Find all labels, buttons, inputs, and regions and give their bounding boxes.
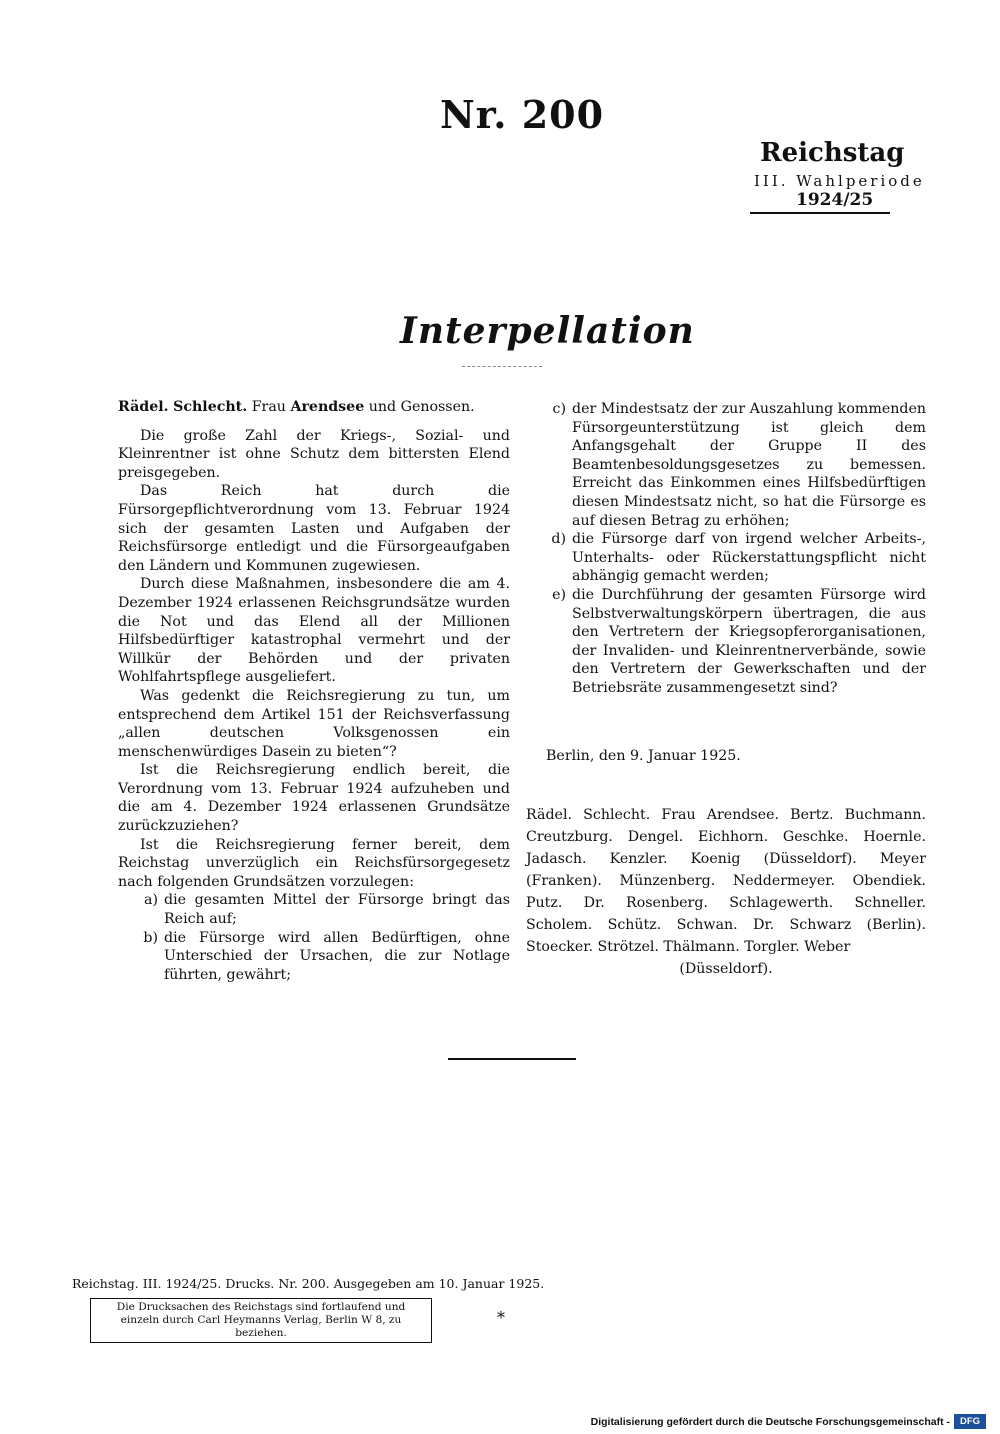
paragraph: Ist die Reichsregierung endlich bereit, die Verordnung vom 13. Februar 1924 aufzuheben und die am 4. Dezember 1924 erlassenen Grundsätze zurückzuziehen?: [118, 762, 510, 835]
item-text: die Fürsorge wird allen Bedürftigen, ohne Unterschied der Ursachen, die zur Notlage führten, gewährt;: [164, 929, 510, 983]
item-label: a): [144, 892, 158, 909]
item-label: b): [143, 929, 158, 946]
signatories: [526, 804, 926, 980]
period-years: 1924/25: [796, 190, 874, 210]
list-item: [538, 586, 926, 698]
dfg-logo: DFG: [954, 1414, 986, 1429]
footer-distribution-note: Die Drucksachen des Reichstags sind fortlaufend und einzeln durch Carl Heymanns Verlag, Berlin W 8, zu beziehen.: [90, 1298, 432, 1343]
heading-divider: [462, 366, 542, 367]
paragraph: Das Reich hat durch die Fürsorgepflichtverordnung vom 13. Februar 1924 sich der gesamten Lasten und Aufgaben der Reichsfürsorge entledigt und die Fürsorgeaufgaben den Ländern und Kommunen zugewiesen.: [118, 483, 510, 574]
signers-last: (Düsseldorf).: [679, 961, 773, 977]
item-label: d): [551, 531, 566, 548]
item-text: die Fürsorge darf von irgend welcher Arbeits-, Unterhalts- oder Rückerstattungspflicht nicht abhängig gemacht werden;: [572, 531, 926, 585]
digitization-credit: Digitalisierung gefördert durch die Deutsche Forschungsgemeinschaft -: [590, 1416, 950, 1428]
author-3-prefix: Frau: [251, 399, 286, 415]
author-3: Arendsee: [290, 399, 365, 415]
authors-line: [118, 398, 510, 417]
item-text: die gesamten Mittel der Fürsorge bringt das Reich auf;: [164, 892, 510, 928]
header-rule: [750, 212, 890, 214]
document-number: Nr. 200: [440, 92, 605, 137]
place-date: Berlin, den 9. Januar 1925.: [546, 748, 741, 764]
authors-tail: und Genossen.: [368, 399, 475, 415]
left-column: [118, 398, 510, 984]
end-rule: [448, 1058, 576, 1060]
list-item: [130, 929, 510, 985]
list-item: [538, 400, 926, 530]
item-label: e): [552, 586, 566, 603]
author-1: Rädel.: [118, 399, 169, 415]
paragraph: Was gedenkt die Reichsregierung zu tun, um entsprechend dem Artikel 151 der Reichsverfassung „allen deutschen Volksgenossen ein menschenwürdiges Dasein zu bieten“?: [118, 687, 510, 760]
author-2: Schlecht.: [173, 399, 248, 415]
electoral-period: III. Wahlperiode: [754, 172, 925, 190]
reichstag-label: Reichstag: [760, 138, 905, 168]
footer-imprint: Reichstag. III. 1924/25. Drucks. Nr. 200. Ausgegeben am 10. Januar 1925.: [72, 1276, 545, 1291]
item-label: c): [552, 401, 566, 417]
list-item: [538, 530, 926, 586]
signers-list: Rädel. Schlecht. Frau Arendsee. Bertz. Buchmann. Creutzburg. Dengel. Eichhorn. Geschke. Hoernle. Jadasch. Kenzler. Koenig (Düsseldorf). Meyer (Franken). Münzenberg. Neddermeyer. Obendiek. Putz. Dr. Rosenberg. Schlagewerth. Schneller. Scholem. Schütz. Schwan. Dr. Schwarz (Berlin). Stoecker. Strötzel. Thälmann. Torgler. Weber: [526, 807, 926, 955]
list-left: [130, 891, 510, 984]
list-item: [130, 891, 510, 928]
paragraph: Die große Zahl der Kriegs-, Sozial- und Kleinrentner ist ohne Schutz dem bittersten Elend preisgegeben.: [118, 427, 510, 481]
item-text: die Durchführung der gesamten Fürsorge wird Selbstverwaltungskörpern übertragen, die aus den Vertretern der Kriegsopferorganisationen, der Invaliden- und Kleinrentnerverbände, sowie den Vertretern der Gewerkschaften und der Betriebsräte zusammengesetzt sind?: [572, 586, 926, 696]
paragraph: Durch diese Maßnahmen, insbesondere die am 4. Dezember 1924 erlassenen Reichsgrundsätze wurden die Not und das Elend all der Millionen Hilfsbedürftiger katastrophal vermehrt und der Willkür der Behörden und der privaten Wohlfahrtspflege ausgeliefert.: [118, 576, 510, 686]
paragraph: Ist die Reichsregierung ferner bereit, dem Reichstag unverzüglich ein Reichsfürsorgegesetz nach folgenden Grundsätzen vorzulegen:: [118, 836, 510, 890]
star-mark: *: [497, 1308, 505, 1327]
right-column: [538, 400, 926, 698]
item-text: der Mindestsatz der zur Auszahlung kommenden Fürsorgeunterstützung ist gleich dem Anfangsgehalt der Gruppe II des Beamtenbesoldungsgesetzes zu bemessen. Erreicht das Einkommen eines Hilfsbedürftigen diesen Mindestsatz nicht, so hat die Fürsorge es auf diesen Betrag zu erhöhen;: [572, 401, 926, 529]
document-heading: Interpellation: [400, 310, 695, 352]
